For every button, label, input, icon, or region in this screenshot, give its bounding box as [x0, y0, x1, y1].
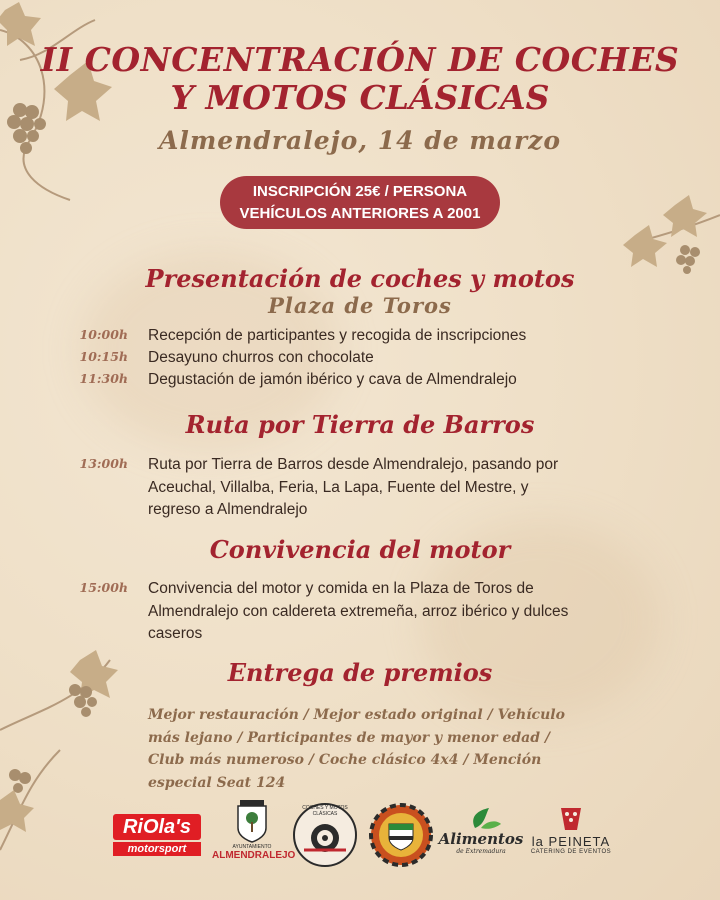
- schedule-time: 13:00h: [79, 456, 128, 471]
- riolas-subtitle: motorsport: [113, 842, 201, 856]
- alimentos-subtitle: de Extremadura: [456, 848, 506, 855]
- section-title-awards: Entrega de premios: [227, 658, 493, 687]
- schedule-text: Ruta por Tierra de Barros desde Almendralejo, pasando por Aceuchal, Villalba, Feria, La Lapa, Fuente del Mestre, y regreso a Almendralejo: [148, 456, 559, 518]
- section-title-motor: Convivencia del motor: [209, 535, 511, 564]
- peineta-icon: [527, 804, 615, 834]
- leaf-icon: [435, 806, 527, 830]
- page-title-line1: II CONCENTRACIÓN DE COCHES: [40, 40, 680, 79]
- awards-list: Mejor restauración / Mejor estado original / Vehículo más lejano / Participantes de mayor y menor edad / Club más numeroso / Coche clásico 4x4 / Mención especial Seat 124: [148, 707, 565, 791]
- riolas-name: RiOla's: [113, 814, 201, 840]
- schedule-text: Convivencia del motor y comida en la Plaza de Toros de Almendralejo con caldereta extremeña, arroz ibérico y dulces caseros: [148, 580, 569, 642]
- alimentos-name: Alimentos: [438, 830, 524, 848]
- vehicle-requirement: VEHÍCULOS ANTERIORES A 2001: [239, 205, 481, 222]
- event-date-location: Almendralejo, 14 de marzo: [158, 126, 562, 155]
- section-title-presentation: Presentación de coches y motos: [145, 264, 575, 293]
- schedule-text: Degustación de jamón ibérico y cava de Almendralejo: [148, 371, 517, 388]
- schedule-time: 10:00h: [79, 327, 128, 342]
- schedule-time: 15:00h: [79, 580, 128, 595]
- page-title-line2: Y MOTOS CLÁSICAS: [170, 78, 550, 117]
- club-coches-motos-clasicas-logo: [292, 802, 358, 868]
- la-peineta-logo: [527, 804, 615, 866]
- section-title-route: Ruta por Tierra de Barros: [185, 410, 535, 439]
- peineta-subtitle: CATERING DE EVENTOS: [530, 849, 612, 855]
- ayuntamiento-label: AYUNTAMIENTO: [232, 844, 272, 850]
- schedule-text: Desayuno churros con chocolate: [148, 349, 374, 366]
- club-name: COCHES Y MOTOS CLÁSICAS: [302, 805, 348, 817]
- registration-badge: [220, 176, 500, 229]
- schedule-time: 10:15h: [79, 349, 128, 364]
- schedule-time: 11:30h: [79, 371, 128, 386]
- schedule-text: Recepción de participantes y recogida de inscripciones: [148, 327, 527, 344]
- section-subtitle-venue: Plaza de Toros: [268, 293, 452, 318]
- ayuntamiento-logo: [212, 800, 296, 870]
- extremadura-gear-logo: [368, 802, 434, 868]
- ayuntamiento-name: ALMENDRALEJO: [212, 850, 296, 861]
- peineta-name: la PEINETA: [531, 834, 611, 849]
- riolas-motorsport-logo: [113, 814, 201, 858]
- gear-emblem-icon: [368, 802, 434, 868]
- sponsor-logos: [0, 800, 720, 870]
- alimentos-extremadura-logo: [435, 806, 527, 866]
- coat-of-arms-icon: [212, 800, 292, 844]
- registration-fee: INSCRIPCIÓN 25€ / PERSONA: [252, 183, 468, 200]
